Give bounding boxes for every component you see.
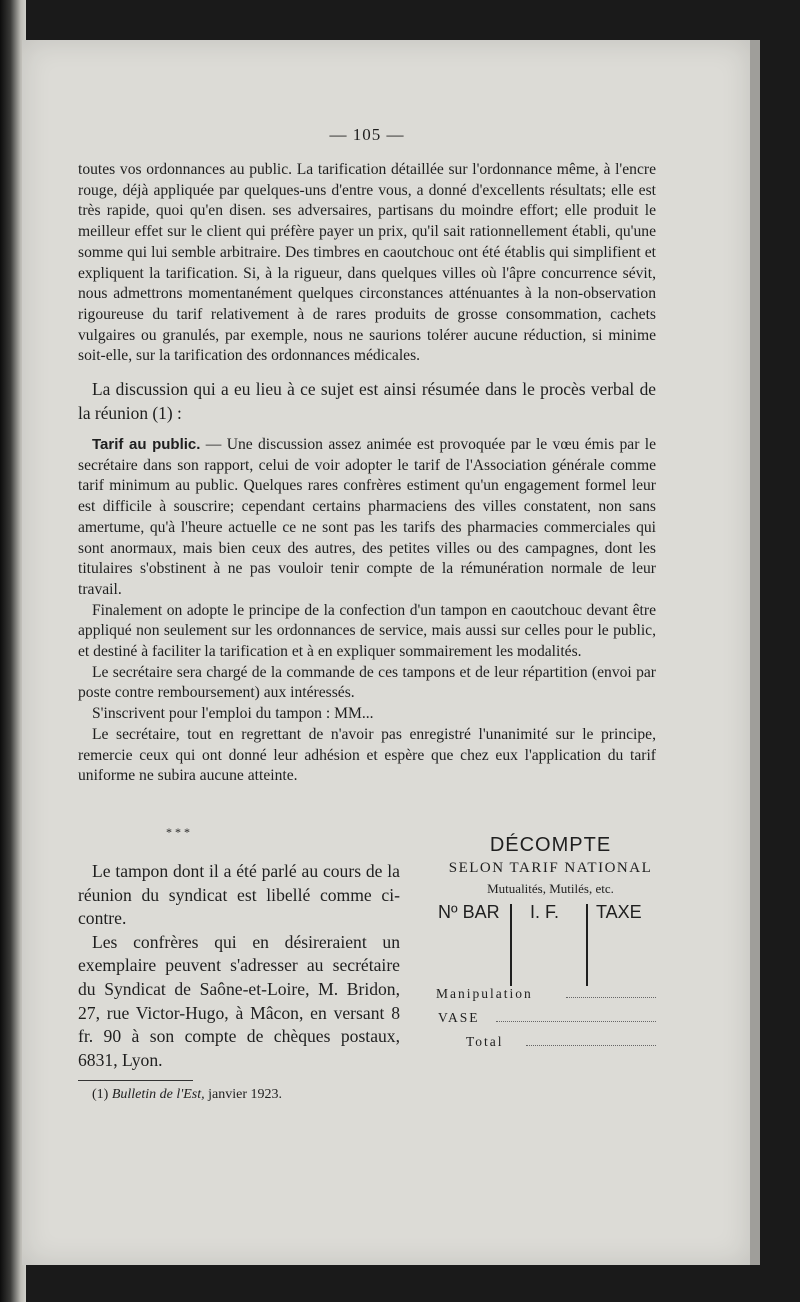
tampon-paragraph-1: Le tampon dont il a été parlé au cours de la réunion du syndicat est libellé comme ci-contre. <box>78 861 400 929</box>
minutes-text-1: — Une discussion assez animée est provoquée par le vœu émis par le secrétaire dans son rapport, celui de voir adopter le tarif de l'Association générale comme tarif minimum au public. Quelques rares confrères estiment qu'un engagement formel leur est difficile à souscrire; cependant certains pharmaciens des villes constatent, non sans amertume, qu'à l'heure actuelle ce ne sont pas les tarifs des pharmacies commerciales qui sont anormaux, mais bien ceux des autres, des petites villes ou des campagnes, dont les titulaires s'obstinent à ne pas vouloir tenir compte de la rémunération normale de leur travail. <box>78 436 656 598</box>
stamp-row-manipulation-dots <box>566 997 656 998</box>
tampon-paragraph-2: Les confrères qui en désireraient un exemplaire peuvent s'adresser au secrétaire du Syndicat de Saône-et-Loire, M. Bridon, 27, rue Victor-Hugo, à Mâcon, en versant 8 fr. 90 à son compte de chèques postaux, 6831, Lyon. <box>78 931 400 1070</box>
minutes-paragraph-5: Le secrétaire, tout en regrettant de n'avoir pas enregistré l'unanimité sur le principe, remercie ceux qui ont donné leur adhésion et espère que chez eux l'application du tarif uniforme ne subira aucune atteinte. <box>78 725 656 785</box>
intro-block <box>78 160 656 367</box>
stamp-row-total-label: Total <box>466 1034 504 1049</box>
minutes-paragraph-1 <box>78 435 656 601</box>
section-separator: * * * <box>166 825 190 839</box>
page-edge <box>750 40 760 1265</box>
footnote-rule <box>78 1080 193 1081</box>
intro-paragraph: toutes vos ordonnances au public. La tarification détaillée sur l'ordonnance même, à l'encre rouge, déjà appliquée par quelques-uns d'entre vous, a donné d'excellents résultats; elle est très rapide, quoi qu'en disen. ses adversaires, partisans du moindre effort; elle produit le meilleur effet sur le client qui préfère payer un prix, qu'il sait rationnellement établi, qu'une somme qui lui semble arbitraire. Des timbres en caoutchouc ont été établis qui simplifient et expliquent la tarification. Si, à la rigueur, dans quelques villes où l'âpre concurrence sévit, nous admettrons momentanément quelques circonstances atténuantes à la non-observation rigoureuse du tarif relativement à de rares produits de grosse consommation, cachets vulgaires ou granulés, par exemple, nous ne saurions tolérer aucune réduction, si minime soit-elle, sur la tarification des ordonnances médicales. <box>78 161 656 365</box>
discussion-intro: La discussion qui a eu lieu à ce sujet est ainsi résumée dans le procès verbal de la réunion (1) : <box>78 379 656 424</box>
stamp-row-manipulation <box>436 982 663 1006</box>
stamp-row-vase-dots <box>496 1021 656 1022</box>
footnote-marker: (1) <box>92 1087 109 1102</box>
stamp-columns <box>438 902 663 982</box>
footnote-source: Bulletin de l'Est, <box>111 1087 205 1102</box>
footnote <box>92 1087 282 1103</box>
stamp-subsubtitle: Mutualités, Mutilés, etc. <box>487 881 614 896</box>
main-text <box>78 125 656 787</box>
tampon-notice <box>78 860 400 1072</box>
stamp-divider-2 <box>586 904 588 986</box>
stamp-row-vase <box>438 1006 663 1030</box>
minutes-paragraph-4: S'inscrivent pour l'emploi du tampon : MM... <box>92 705 374 723</box>
stamp-row-vase-label: VASE <box>438 1010 480 1025</box>
stamp-row-total-dots <box>526 1045 656 1046</box>
minutes-paragraph-3: Le secrétaire sera chargé de la commande de ces tampons et de leur répartition (envoi par poste contre remboursement) aux intéressés. <box>78 663 656 702</box>
stamp-title: DÉCOMPTE <box>489 834 612 856</box>
minutes-paragraph-2: Finalement on adopte le principe de la confection d'un tampon en caoutchouc devant être appliqué non seulement sur les ordonnances de service, mais aussi sur celles pour le public, et destiné à faciliter la tarification et à en expliquer sommairement les modalités. <box>78 601 656 661</box>
stamp-subtitle: SELON TARIF NATIONAL <box>448 860 653 876</box>
stamp-row-total <box>438 1030 663 1054</box>
decompte-stamp <box>438 832 663 1054</box>
minutes-label: Tarif au public. <box>92 436 201 454</box>
minutes-block <box>78 435 656 787</box>
stamp-col-if: I. F. <box>530 902 560 922</box>
page-number: — 105 — <box>329 125 405 144</box>
stamp-col-taxe: TAXE <box>596 902 642 922</box>
footnote-date: janvier 1923. <box>208 1087 283 1102</box>
stamp-col-bar: Nº BAR <box>438 902 500 922</box>
stamp-row-manipulation-label: Manipulation <box>436 986 533 1001</box>
stamp-divider-1 <box>510 904 512 986</box>
